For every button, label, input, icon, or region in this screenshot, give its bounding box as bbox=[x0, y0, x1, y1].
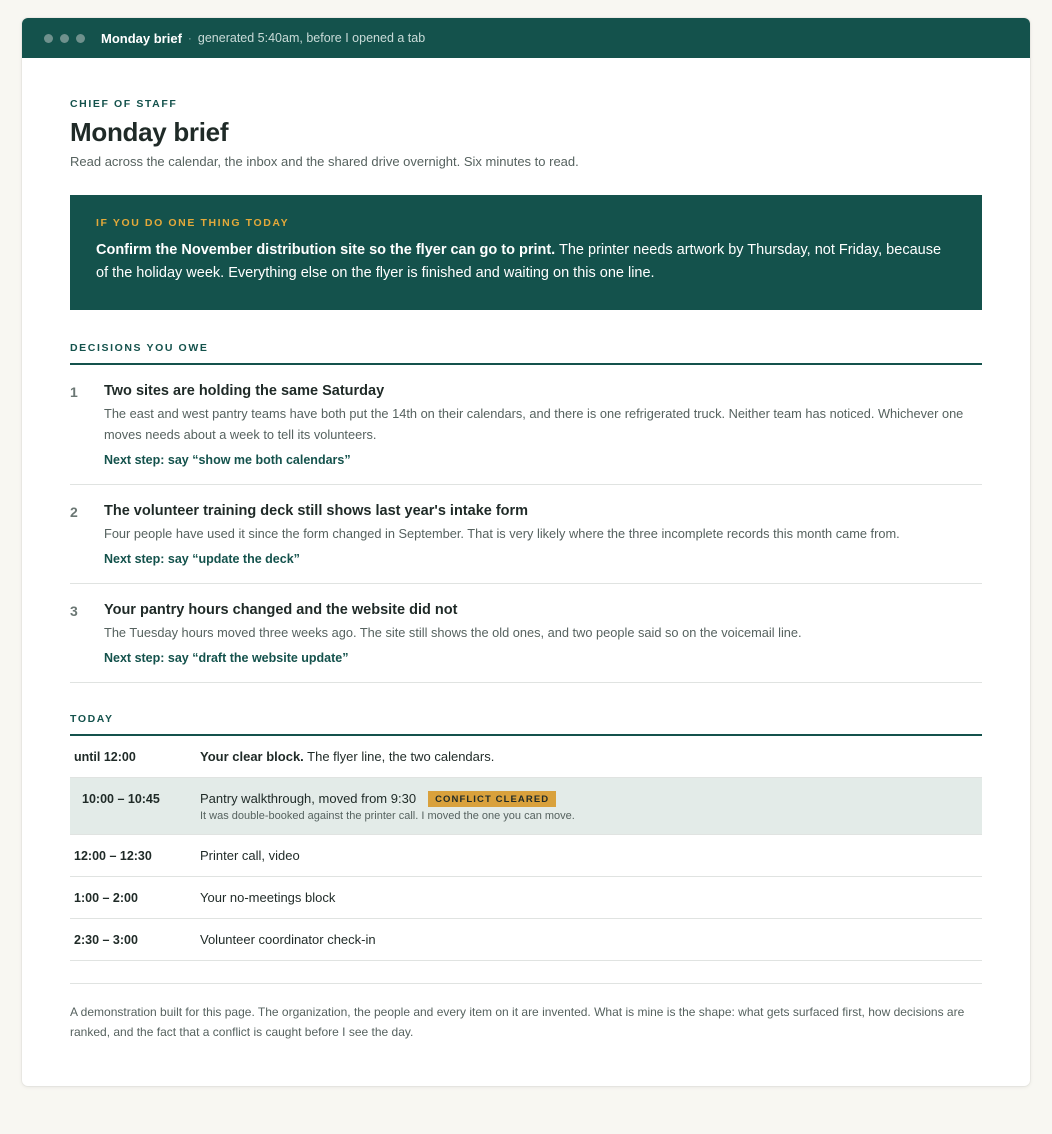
schedule-text: Pantry walkthrough, moved from 9:30 bbox=[200, 791, 417, 806]
callout-text: The printer needs artwork by Thursday, not Friday, because of the holiday week. Everything else on the flyer is finished and waiting on this one line. bbox=[96, 242, 942, 281]
callout-lead: Confirm the November distribution site so the flyer can go to print. bbox=[96, 242, 556, 258]
schedule-time: 10:00 – 10:45 bbox=[82, 792, 160, 806]
schedule-row bbox=[70, 919, 982, 961]
title-bar bbox=[22, 18, 1030, 58]
decision-text: Four people have used it since the form changed in September. That is very likely where the three incomplete records this month came from. bbox=[104, 526, 900, 541]
maximize-window-dot[interactable] bbox=[76, 34, 85, 43]
schedule-text: Volunteer coordinator check-in bbox=[200, 932, 376, 947]
decision-next-step[interactable]: Next step: say “show me both calendars” bbox=[104, 453, 351, 467]
schedule-text: Printer call, video bbox=[200, 848, 300, 863]
priority-callout bbox=[70, 195, 982, 310]
close-window-dot[interactable] bbox=[44, 34, 53, 43]
minimize-window-dot[interactable] bbox=[60, 34, 69, 43]
decision-number: 1 bbox=[70, 384, 78, 400]
schedule-row bbox=[70, 835, 982, 877]
callout-eyebrow: IF YOU DO ONE THING TODAY bbox=[96, 217, 290, 229]
decision-title: Two sites are holding the same Saturday bbox=[104, 383, 385, 399]
window-controls bbox=[44, 34, 85, 43]
schedule-text: The flyer line, the two calendars. bbox=[303, 749, 495, 764]
schedule-emphasis: Your clear block. bbox=[200, 749, 304, 764]
decision-next-step[interactable]: Next step: say “draft the website update” bbox=[104, 651, 349, 665]
page-eyebrow: CHIEF OF STAFF bbox=[70, 98, 178, 110]
decision-title: The volunteer training deck still shows last year's intake form bbox=[104, 503, 529, 519]
decision-number: 2 bbox=[70, 504, 78, 520]
schedule-description bbox=[200, 791, 982, 822]
schedule-time: 2:30 – 3:00 bbox=[74, 933, 138, 947]
schedule-time: until 12:00 bbox=[74, 750, 136, 764]
decision-item bbox=[70, 485, 982, 584]
window-subtitle: generated 5:40am, before I opened a tab bbox=[197, 31, 426, 45]
decision-text: The east and west pantry teams have both put the 14th on their calendars, and there is one refrigerated truck. Neither team has noticed. Whichever one moves needs about a week to tell its volunteers. bbox=[104, 406, 964, 442]
decision-next-step[interactable]: Next step: say “update the deck” bbox=[104, 552, 300, 566]
schedule-row-conflict bbox=[70, 778, 982, 835]
decision-item bbox=[70, 584, 982, 683]
schedule-note: It was double-booked against the printer call. I moved the one you can move. bbox=[200, 810, 575, 822]
schedule-row bbox=[70, 736, 982, 778]
footer-note: A demonstration built for this page. The organization, the people and every item on it are invented. What is mine is the shape: what gets surfaced first, how decisions are ranked, and the fact that a conflict is caught before I see the day. bbox=[70, 983, 982, 1042]
today-heading: TODAY bbox=[70, 713, 982, 736]
decisions-heading: DECISIONS YOU OWE bbox=[70, 342, 982, 365]
schedule-time: 1:00 – 2:00 bbox=[74, 891, 138, 905]
callout-body bbox=[96, 239, 956, 285]
app-window bbox=[22, 18, 1030, 1086]
page-lede: Read across the calendar, the inbox and the shared drive overnight. Six minutes to read. bbox=[70, 154, 579, 169]
decision-number: 3 bbox=[70, 603, 78, 619]
schedule-description bbox=[200, 749, 982, 764]
conflict-cleared-badge: CONFLICT CLEARED bbox=[428, 791, 556, 807]
page-title: Monday brief bbox=[70, 117, 229, 147]
schedule-text: Your no-meetings block bbox=[200, 890, 336, 905]
decision-item bbox=[70, 365, 982, 485]
window-title: Monday brief bbox=[101, 30, 182, 46]
brief-content bbox=[22, 58, 1030, 1042]
schedule-time: 12:00 – 12:30 bbox=[74, 849, 152, 863]
title-separator: · bbox=[187, 31, 192, 45]
decision-text: The Tuesday hours moved three weeks ago. The site still shows the old ones, and two people said so on the voicemail line. bbox=[104, 625, 802, 640]
decision-title: Your pantry hours changed and the website did not bbox=[104, 602, 458, 618]
schedule-row bbox=[70, 877, 982, 919]
